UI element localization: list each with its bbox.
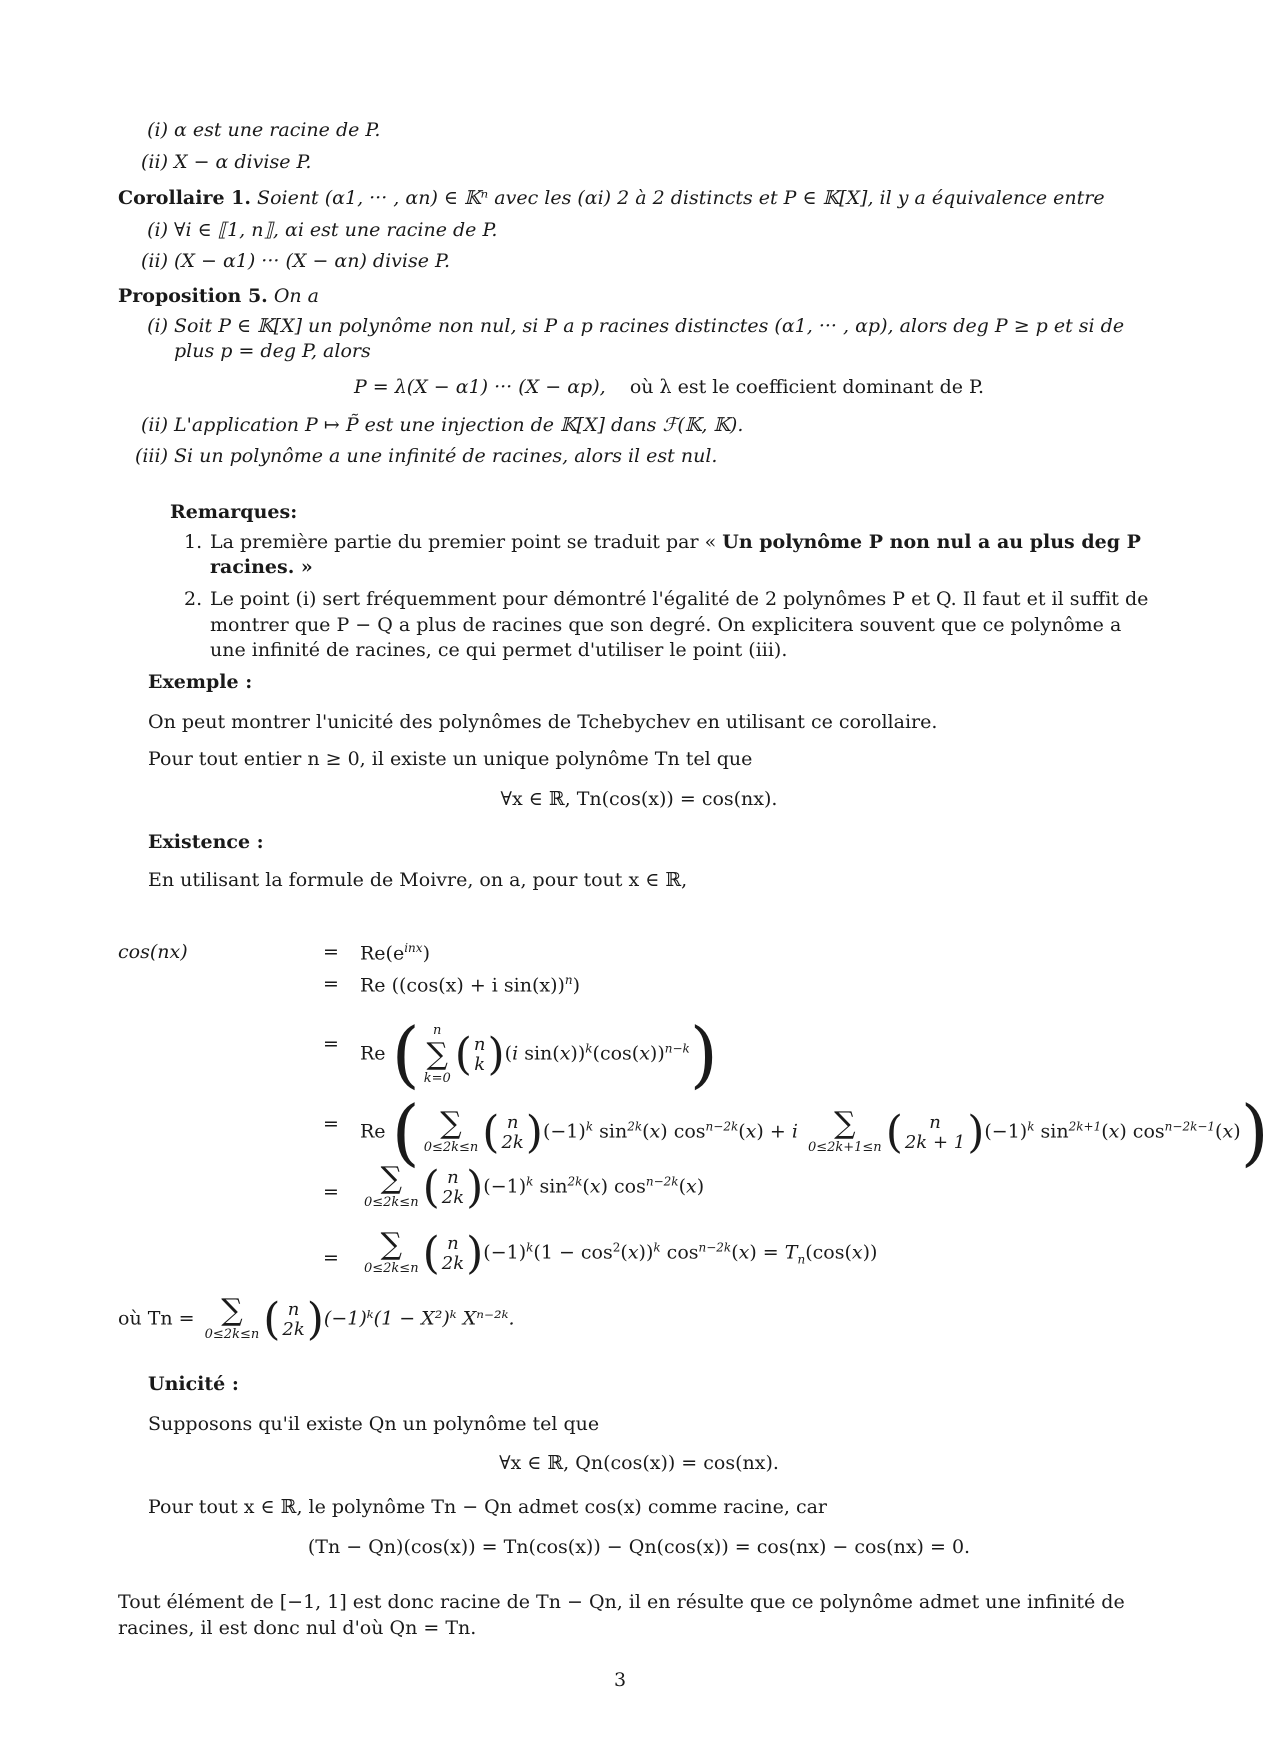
sum-line-3: ∑ 0≤2k≤n ( n 2k )$(-1)^k$ $\sin^{2k}(x)$ $\cos^{n-2k}(x)$ bbox=[364, 1160, 705, 1213]
list-item: (i) ∀i ∈ ⟦1, n⟧, αi est une racine de P. bbox=[147, 218, 498, 241]
proposition-formula: P = λ(X − α1) ··· (X − αp), où λ est le coefficient dominant de P. bbox=[353, 375, 985, 398]
existence-block: Existence : En utilisant la formule de Moivre, on a, pour tout x ∈ ℝ, bbox=[148, 831, 688, 891]
exemple-block: Exemple : On peut montrer l'unicité des polynômes de Tchebychev en utilisant ce corollaire. Pour tout entier n ≥ 0, il existe un unique polynôme Tn tel que ∀x ∈ ℝ, Tn(cos(x)) = cos(nx). bbox=[148, 671, 938, 810]
unicite-conclusion: Tout élément de [−1, 1] est donc racine de Tn − Qn, il en résulte que ce polynôme admet une infinité de racines, il est donc nul d'où Qn = Tn. bbox=[118, 1591, 1125, 1639]
sum-line-4: ∑ 0≤2k≤n ( n 2k )$(-1)^k(1 - \cos^2(x))^k$ $\cos^{n-2k}(x) = T_n(\cos(x))$ bbox=[364, 1226, 878, 1279]
remarques-title: Remarques: bbox=[170, 501, 298, 523]
unicite-title: Unicité : bbox=[148, 1373, 239, 1395]
list-item: 2. Le point (i) sert fréquemment pour démontré l'égalité de 2 polynômes P et Q. Il faut et il suffit de montrer que P − Q a plus de racines que son degré. On explicitera souvent que ce polynôme a une infinité de racines, ce qui permet d'utiliser le point (iii). bbox=[184, 587, 1149, 662]
exemple-title: Exemple : bbox=[148, 671, 253, 693]
list-item: (ii) (X − α1) ··· (X − αn) divise P. bbox=[141, 250, 450, 273]
list-item: (ii) X − α divise P. bbox=[141, 150, 312, 173]
remarques-block bbox=[170, 500, 1160, 664]
derivation: cos(nx) = $Re(e^{inx})$ = Re ((cos(x) + i sin(x))$^n$) = Re ( n ∑ k=0 ( n k )(i $\sin(x))^k(\cos(x))^{n-k}$) = Re ( ∑ 0≤2k≤n ( n 2k )$(-1)^k$ $\sin^{2k}(x) \cos^{n-2k}(x) + i$ ∑ 0≤2k+1≤n ( n 2k + 1 )$(-1)^k$ $\sin^{2k+1}(x)$ $\cos^{n-2k-1}(x)$) = ∑ 0≤2k≤n ( n 2k )$(-1)^k$ $\sin^{2k}(x)$ $\cos^{n-2k}(x)$ = ∑ 0≤2k≤n ( n 2k )$(-1)^k(1 - \cos^2(x))^k$ $\cos^{n-2k}(x) = T_n(\cos(x))$ bbox=[118, 940, 1178, 1280]
list-item: (i) Soit P ∈ 𝕂[X] un polynôme non nul, si P a p racines distinctes (α1, ··· , αp), alors deg P ≥ p et si de plus p = deg P, alors bbox=[147, 314, 1125, 363]
page-number: 3 bbox=[613, 1669, 627, 1691]
corollaire-block bbox=[118, 186, 1160, 275]
list-item: (i) α est une racine de P. bbox=[147, 119, 381, 141]
top-list bbox=[118, 118, 1160, 175]
proposition-title: Proposition 5. bbox=[118, 285, 268, 307]
list-item: 1. La première partie du premier point se traduit par « Un polynôme P non nul a au plus deg P racines. » bbox=[184, 530, 1141, 579]
proposition-block: Proposition 5. On a (i) Soit P ∈ 𝕂[X] un polynôme non nul, si P a p racines distinctes (α1, ··· , αp), alors deg P ≥ p et si de plus p = deg P, alors P = λ(X − α1) ··· (X − αp), où λ est le coefficient dominant de P. (ii) L'application P ↦ P̃ est une injection de 𝕂[X] dans ℱ(𝕂, 𝕂). (iii) Si un polynôme a une infinité de racines, alors il est nul. bbox=[118, 284, 1160, 470]
existence-title: Existence : bbox=[148, 831, 264, 853]
list-item: (iii) Si un polynôme a une infinité de racines, alors il est nul. bbox=[134, 445, 718, 468]
sum-line-1: Re ( n ∑ k=0 ( n k )(i $\sin(x))^k(\cos(x))^{n-k}$) bbox=[360, 1012, 718, 1096]
corollaire-text: Soient (α1, ··· , αn) ∈ 𝕂ⁿ avec les (αi) 2 à 2 distincts et P ∈ 𝕂[X], il y a équivalence entre bbox=[257, 187, 1105, 209]
list-item: (ii) L'application P ↦ P̃ est une injection de 𝕂[X] dans ℱ(𝕂, 𝕂). bbox=[141, 413, 744, 436]
tn-definition: où Tn = ∑ 0≤2k≤n ( n 2k )(−1)ᵏ(1 − X²)ᵏ Xⁿ⁻²ᵏ. bbox=[118, 1292, 515, 1345]
sum-line-2: Re ( ∑ 0≤2k≤n ( n 2k )$(-1)^k$ $\sin^{2k}(x) \cos^{n-2k}(x) + i$ ∑ 0≤2k+1≤n ( n 2k + 1 )$(-1)^k$ $\sin^{2k+1}(x)$ $\cos^{n-2k-1}(x)$) bbox=[360, 1090, 1269, 1174]
unicite-block: Unicité : Supposons qu'il existe Qn un polynôme tel que ∀x ∈ ℝ, Qn(cos(x)) = cos(nx). Pour tout x ∈ ℝ, le polynôme Tn − Qn admet cos(x) comme racine, car (Tn − Qn)(cos(x)) = Tn(cos(x)) − Qn(cos(x)) = cos(nx) − cos(nx) = 0. bbox=[148, 1373, 971, 1558]
corollaire-title: Corollaire 1. bbox=[118, 187, 251, 209]
